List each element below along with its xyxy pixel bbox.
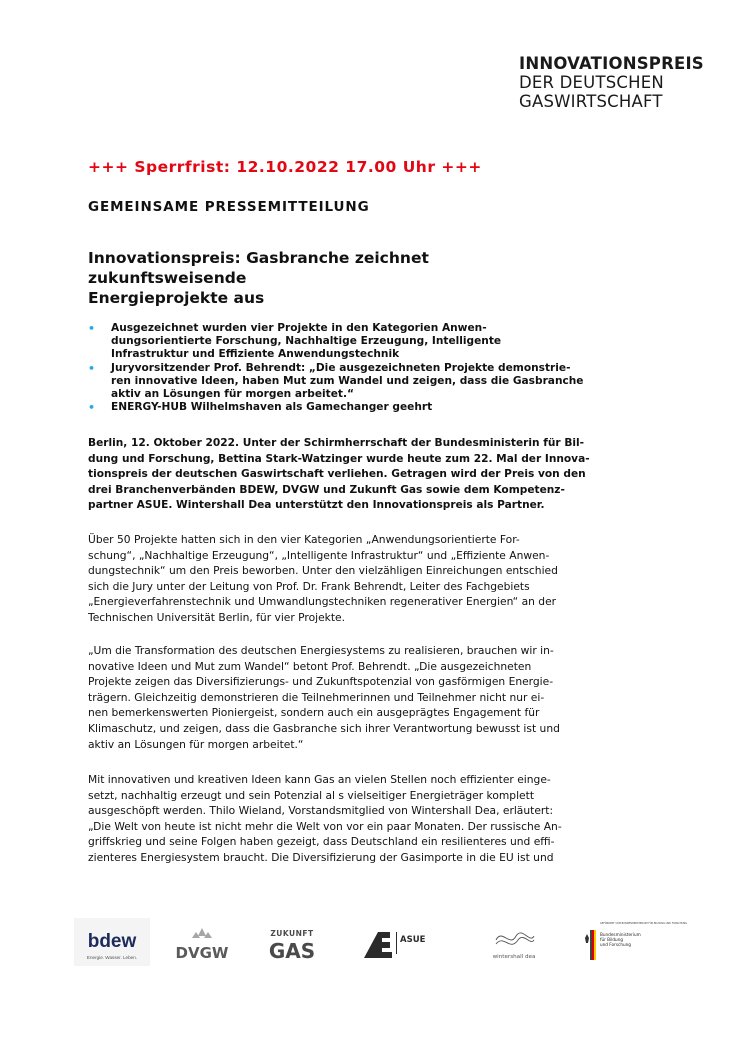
- bullet-dot-icon: •: [88, 361, 96, 375]
- partner-logos: [74, 918, 688, 966]
- brand-line-2: DER DEUTSCHEN: [519, 73, 664, 92]
- bdew-logo: [74, 918, 150, 966]
- gas-text: GAS: [268, 939, 316, 963]
- wintershall-dea-logo: [482, 918, 546, 966]
- headline-line: Innovationspreis: Gasbranche zeichnet zukunftsweisende: [88, 249, 429, 287]
- body-paragraph-3: [88, 772, 588, 866]
- body-line: Projekte zeigen das Diversifizierungs- und Zukunftspotenzial von gasförmigen Energie-: [88, 675, 554, 689]
- zukunft-gas-logo-graphic: [262, 918, 322, 966]
- lead-line: drei Branchenverbänden BDEW, DVGW und Zukunft Gas sowie dem Kompetenz-: [88, 483, 565, 496]
- bullet-line: Juryvorsitzender Prof. Behrendt: „Die ausgezeichneten Projekte demonstrie-: [111, 361, 571, 374]
- bdew-wordmark: bdew: [87, 931, 137, 952]
- body-line: schung“, „Nachhaltige Erzeugung“, „Intelligente Infrastruktur“ und „Effiziente Anwen-: [88, 548, 550, 562]
- bmbf-line-1: Bundesministerium: [600, 932, 641, 937]
- lead-line: Berlin, 12. Oktober 2022. Unter der Schirmherrschaft der Bundesministerin für Bil-: [88, 437, 585, 449]
- zukunft-text: ZUKUNFT: [270, 929, 314, 938]
- body-line: Über 50 Projekte hatten sich in den vier Kategorien „Anwendungsorientierte For-: [88, 533, 520, 546]
- dvgw-wordmark: DVGW: [175, 944, 229, 962]
- zukunft-gas-logo: [262, 918, 322, 966]
- bmbf-funded-text: GEFÖRDERT VOM BUNDESMINISTERIUM FÜR BILDUNG UND FORSCHUNG: [600, 922, 688, 925]
- body-line: sich die Jury unter der Leitung von Prof. Dr. Frank Behrendt, Leiter des Fachgebiets: [88, 579, 530, 593]
- flag-gold-bar: [594, 930, 596, 960]
- body-line: novative Ideen und Mut zum Wandel“ betont Prof. Behrendt. „Die ausgezeichneten: [88, 659, 532, 673]
- bdew-tagline: Energie. Wasser. Leben.: [86, 955, 138, 960]
- flag-red-bar: [592, 930, 594, 960]
- dvgw-logo-graphic: [172, 918, 232, 966]
- bullet-line: ren innovative Ideen, haben Mut zum Wandel und zeigen, dass die Gasbranche: [111, 374, 584, 387]
- asue-divider: [396, 932, 397, 954]
- body-line: griffskrieg und seine Folgen haben gezeigt, dass Deutschland ein resilienteres und effi-: [88, 835, 555, 849]
- lead-line: partner ASUE. Wintershall Dea unterstützt den Innovationspreis als Partner.: [88, 499, 545, 512]
- dvgw-logo: [172, 918, 232, 966]
- lead-paragraph: [88, 436, 588, 514]
- eagle-icon: [585, 934, 589, 943]
- lead-line: dung und Forschung, Bettina Stark-Watzinger wurde heute zum 22. Mal der Innova-: [88, 452, 590, 465]
- embargo-notice: +++ Sperrfrist: 12.10.2022 17.00 Uhr +++: [88, 158, 482, 176]
- bmbf-line-2: für Bildung: [600, 937, 624, 942]
- bullet-dot-icon: •: [88, 322, 96, 335]
- bullet-line: ENERGY-HUB Wilhelmshaven als Gamechanger geehrt: [111, 401, 433, 414]
- bullet-item: [88, 322, 588, 362]
- bullet-item: [88, 362, 588, 402]
- body-line: aktiv an Lösungen für morgen arbeitet.“: [88, 737, 304, 751]
- bullet-line: aktiv an Lösungen für morgen arbeitet.“: [111, 388, 354, 401]
- bmbf-logo-graphic: [582, 918, 688, 966]
- wave-icon: [496, 933, 534, 944]
- asue-text: ASUE: [400, 935, 426, 945]
- body-line: Mit innovativen und kreativen Ideen kann Gas an vielen Stellen noch effizienter einge-: [88, 773, 551, 786]
- lead-line: tionspreis der deutschen Gaswirtschaft verliehen. Getragen wird der Preis von den: [88, 468, 586, 481]
- brand-wordmark: [519, 54, 704, 111]
- body-line: Technischen Universität Berlin, für vier Projekte.: [88, 610, 346, 624]
- body-paragraph-1: [88, 532, 588, 626]
- body-line: nen bemerkenswerten Pioniergeist, sondern auch ein ausgeprägtes Engagement für: [88, 706, 540, 720]
- bdew-logo-graphic: [74, 918, 150, 966]
- body-line: Klimaschutz, und zeigen, dass die Gasbranche sich ihrer Verantwortung bewusst ist und: [88, 721, 560, 735]
- brand-line-3: GASWIRTSCHAFT: [519, 92, 663, 111]
- headline-line: Energieprojekte aus: [88, 289, 265, 307]
- dvgw-flame-icon: [192, 928, 212, 938]
- bmbf-logo: [582, 918, 688, 966]
- summary-bullets: [88, 322, 588, 414]
- body-line: „Um die Transformation des deutschen Energiesystems zu realisieren, brauchen wir in-: [88, 644, 554, 657]
- brand-line-1: INNOVATIONSPREIS: [519, 54, 704, 73]
- flag-black-bar: [590, 930, 592, 960]
- asue-logo-graphic: [360, 918, 440, 966]
- body-line: ausgeschöpft werden. Thilo Wieland, Vorstandsmitglied von Wintershall Dea, erläutert:: [88, 804, 554, 818]
- press-release-label: GEMEINSAME PRESSEMITTEILUNG: [88, 199, 370, 215]
- headline: [88, 248, 588, 308]
- bullet-line: Ausgezeichnet wurden vier Projekte in den Kategorien Anwen-: [111, 322, 487, 334]
- bullet-dot-icon: •: [88, 401, 96, 415]
- bmbf-line-3: und Forschung: [600, 942, 631, 947]
- bullet-line: Infrastruktur und Effiziente Anwendungstechnik: [111, 348, 400, 361]
- wintershall-text: wintershall dea: [492, 954, 536, 960]
- wintershall-dea-logo-graphic: [482, 918, 546, 966]
- body-line: trägern. Gleichzeitig demonstrieren die Teilnehmerinnen und Teilnehmer nicht nur ei-: [88, 690, 545, 704]
- bullet-line: dungsorientierte Forschung, Nachhaltige Erzeugung, Intelligente: [111, 335, 502, 348]
- body-line: „Energieverfahrenstechnik und Umwandlungstechniken regenerativer Energien“ an der: [88, 595, 557, 609]
- asue-mark-icon: [364, 932, 392, 958]
- body-line: dungstechnik“ um den Preis beworben. Unter den vielzähligen Einreichungen entschied: [88, 564, 558, 578]
- bullet-item: [88, 401, 588, 414]
- asue-logo: [360, 918, 440, 966]
- body-line: setzt, nachhaltig erzeugt und sein Potenzial al s vielseitiger Energieträger komplett: [88, 788, 535, 802]
- body-line: zienteres Energiesystem braucht. Die Diversifizierung der Gasimporte in die EU ist und: [88, 850, 554, 864]
- body-line: „Die Welt von heute ist nicht mehr die Welt von vor ein paar Monaten. Der russische An-: [88, 819, 562, 833]
- body-paragraph-2: [88, 643, 588, 752]
